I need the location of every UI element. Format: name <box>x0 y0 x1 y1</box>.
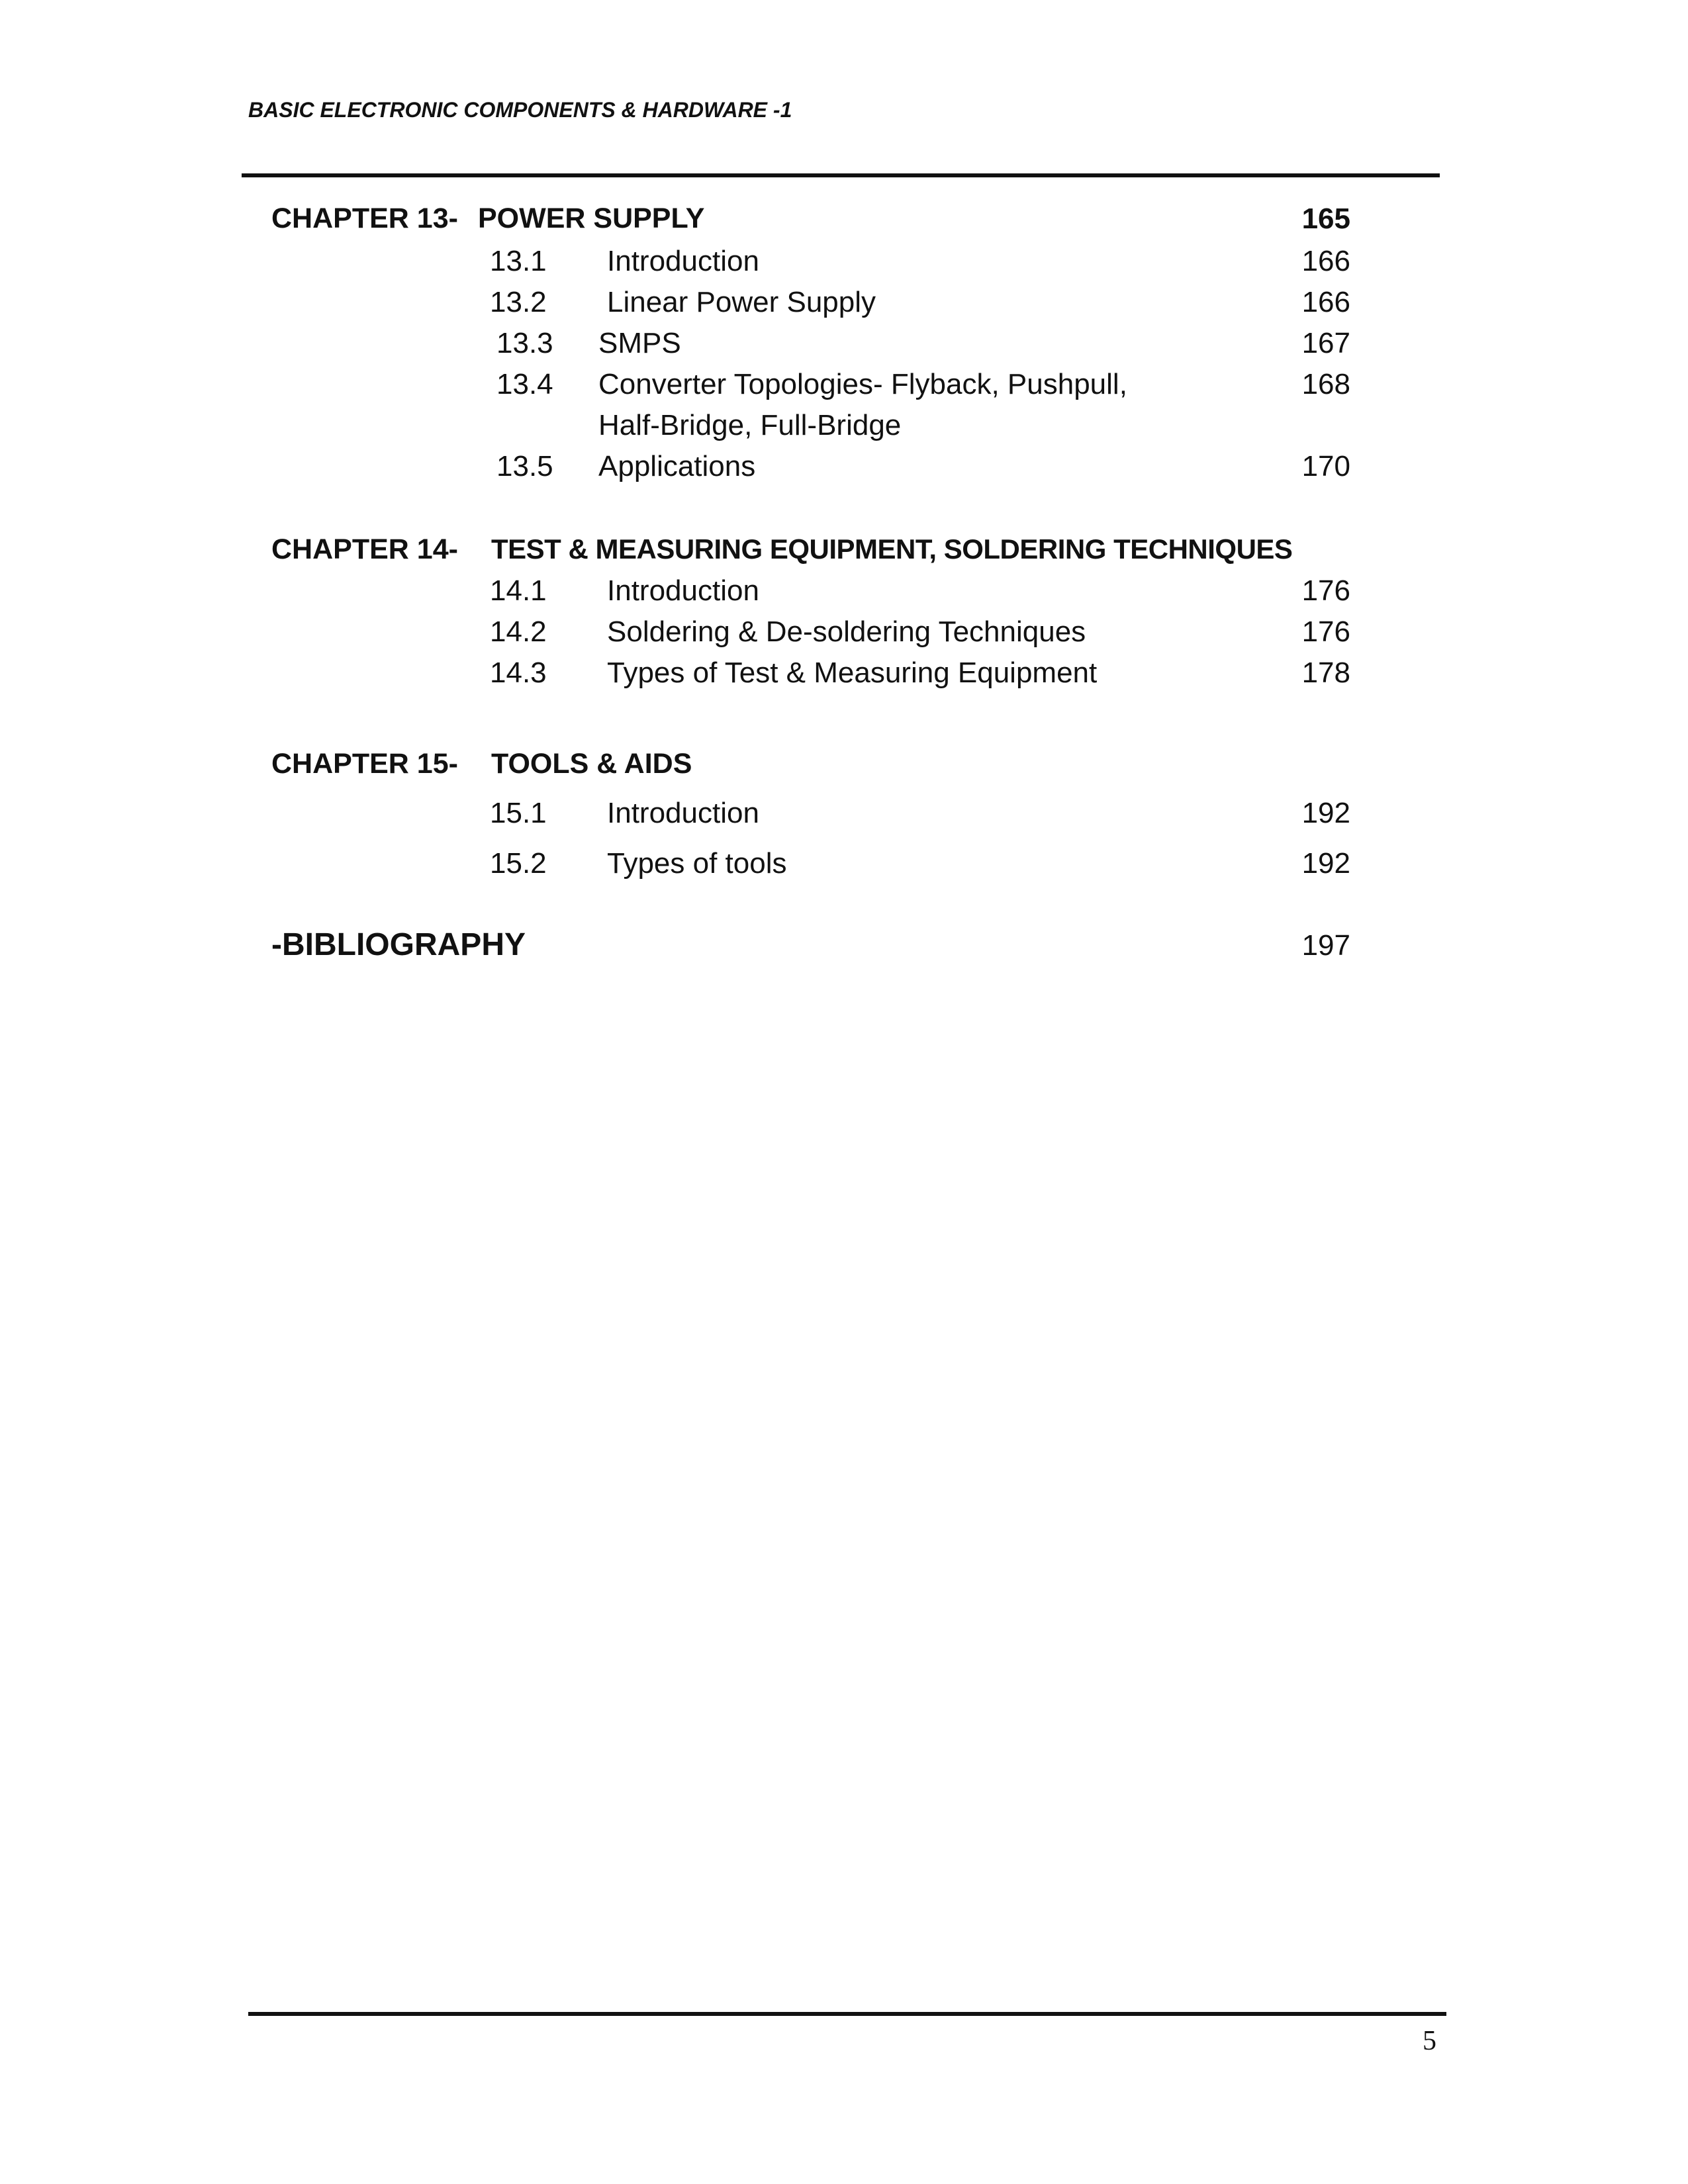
section-title[interactable]: Introduction <box>607 245 759 277</box>
footer-rule <box>248 2012 1446 2016</box>
section-page: 170 <box>1301 450 1350 482</box>
section-title[interactable]: Introduction <box>607 797 759 829</box>
chapter-label[interactable]: CHAPTER 13- <box>271 203 458 234</box>
section-page: 192 <box>1301 847 1350 880</box>
section-page: 176 <box>1301 615 1350 648</box>
chapter-label[interactable]: CHAPTER 14- <box>271 533 458 565</box>
bibliography-page: 197 <box>1301 929 1350 962</box>
section-title[interactable]: Types of Test & Measuring Equipment <box>607 657 1098 689</box>
section-number: 13.4 <box>496 368 553 400</box>
section-page: 166 <box>1301 286 1350 318</box>
section-page: 168 <box>1301 368 1350 400</box>
section-title[interactable]: Converter Topologies- Flyback, Pushpull, <box>598 368 1127 400</box>
section-number: 14.2 <box>490 615 547 648</box>
section-number: 14.1 <box>490 574 547 607</box>
section-page: 167 <box>1301 327 1350 359</box>
section-number: 15.1 <box>490 797 547 829</box>
section-number: 15.2 <box>490 847 547 880</box>
page-number: 5 <box>1423 2026 1436 2056</box>
section-title[interactable]: Applications <box>598 450 756 482</box>
chapter-page: 165 <box>1301 203 1350 235</box>
section-page: 176 <box>1301 574 1350 607</box>
section-page: 166 <box>1301 245 1350 277</box>
section-number: 13.2 <box>490 286 547 318</box>
section-title-continuation[interactable]: Half-Bridge, Full-Bridge <box>598 409 902 441</box>
section-page: 192 <box>1301 797 1350 829</box>
section-title[interactable]: SMPS <box>598 327 681 359</box>
section-title[interactable]: Types of tools <box>607 847 787 880</box>
chapter-label[interactable]: CHAPTER 15- <box>271 748 458 780</box>
section-page: 178 <box>1301 657 1350 689</box>
section-title[interactable]: Introduction <box>607 574 759 607</box>
section-number: 14.3 <box>490 657 547 689</box>
section-title[interactable]: Soldering & De-soldering Techniques <box>607 615 1086 648</box>
chapter-title[interactable]: TOOLS & AIDS <box>491 748 692 780</box>
section-number: 13.1 <box>490 245 547 277</box>
header-rule <box>242 173 1440 177</box>
section-number: 13.5 <box>496 450 553 482</box>
chapter-title[interactable]: POWER SUPPLY <box>478 203 705 234</box>
section-title[interactable]: Linear Power Supply <box>607 286 876 318</box>
section-number: 13.3 <box>496 327 553 359</box>
bibliography-title[interactable]: -BIBLIOGRAPHY <box>271 927 526 962</box>
chapter-title[interactable]: TEST & MEASURING EQUIPMENT, SOLDERING TECHNIQUES <box>491 533 1293 565</box>
running-header: BASIC ELECTRONIC COMPONENTS & HARDWARE -1 <box>248 98 792 122</box>
